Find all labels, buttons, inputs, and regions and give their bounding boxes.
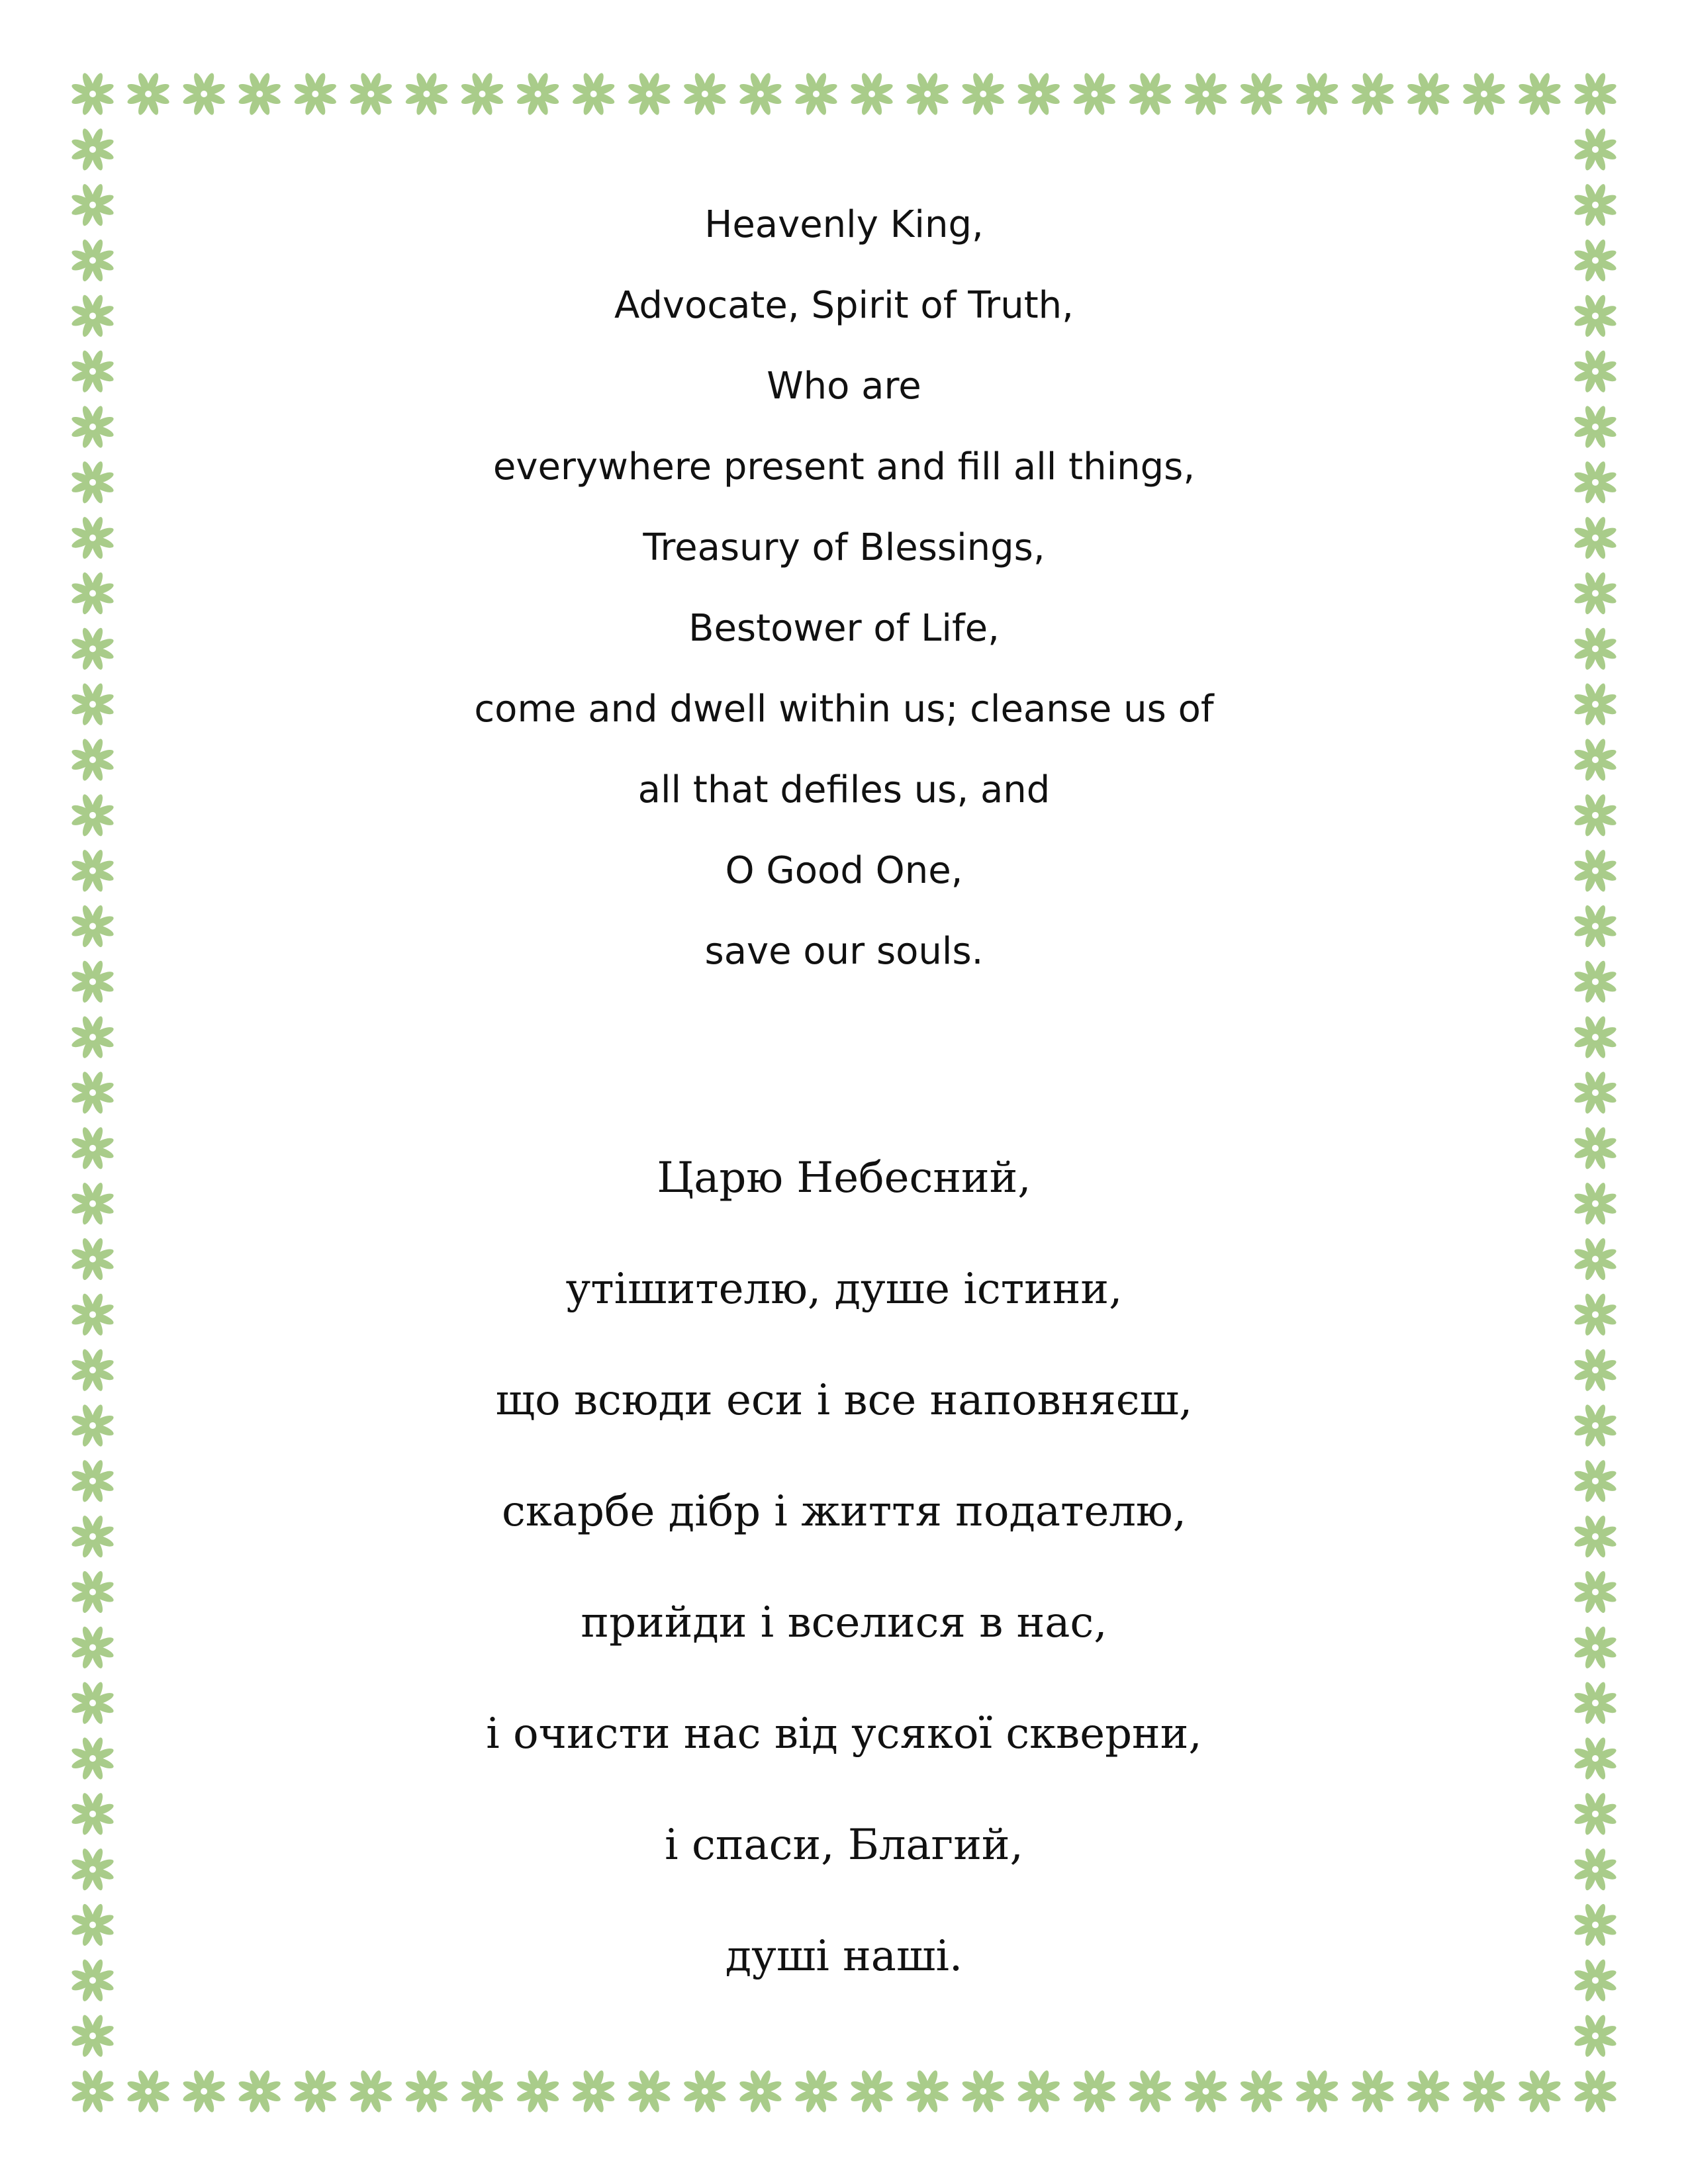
ukrainian-prayer	[0, 1148, 1688, 2038]
flower-icon	[349, 2069, 393, 2113]
flower-icon	[849, 2069, 894, 2113]
flower-icon	[126, 71, 170, 116]
flower-icon	[1406, 2069, 1450, 2113]
flower-icon	[1573, 127, 1617, 171]
flower-icon	[961, 2069, 1005, 2113]
flower-icon	[238, 71, 282, 116]
ukrainian-line: Царю Небесний,	[657, 1154, 1031, 1203]
flower-icon	[70, 2069, 115, 2113]
flower-icon	[460, 2069, 504, 2113]
flower-icon	[682, 2069, 727, 2113]
flower-icon	[794, 2069, 838, 2113]
flower-icon	[293, 71, 338, 116]
english-line: Heavenly King,	[704, 203, 984, 246]
flower-icon	[1239, 2069, 1284, 2113]
flower-icon	[70, 71, 115, 116]
english-line: all that defiles us, and	[637, 768, 1051, 811]
english-line: O Good One,	[725, 849, 963, 892]
flower-icon	[1128, 71, 1172, 116]
flower-icon	[1462, 71, 1506, 116]
flower-icon	[1573, 1070, 1617, 1115]
flower-icon	[961, 71, 1005, 116]
flower-icon	[905, 71, 949, 116]
flower-icon	[126, 2069, 170, 2113]
flower-icon	[571, 2069, 616, 2113]
flower-icon	[571, 71, 616, 116]
ukrainian-line: і очисти нас від усякої скверни,	[486, 1709, 1202, 1758]
flower-icon	[738, 71, 782, 116]
ukrainian-line: прийди і вселися в нас,	[581, 1598, 1107, 1647]
flower-icon	[404, 2069, 449, 2113]
flower-icon	[1573, 71, 1617, 116]
flower-icon	[1128, 2069, 1172, 2113]
ukrainian-line: скарбе дібр і життя подателю,	[501, 1487, 1187, 1536]
flower-icon	[794, 71, 838, 116]
flower-icon	[1184, 2069, 1228, 2113]
english-line: Bestower of Life,	[688, 607, 1000, 650]
flower-icon	[1072, 2069, 1117, 2113]
english-prayer	[0, 199, 1688, 1006]
flower-icon	[738, 2069, 782, 2113]
flower-icon	[905, 2069, 949, 2113]
flower-icon	[181, 2069, 226, 2113]
flower-icon	[1295, 71, 1339, 116]
ukrainian-line: душі наші.	[725, 1932, 963, 1981]
english-line: save our souls.	[704, 930, 984, 973]
flower-icon	[1295, 2069, 1339, 2113]
flower-icon	[1017, 71, 1061, 116]
flower-icon	[627, 2069, 671, 2113]
flower-icon	[849, 71, 894, 116]
flower-icon	[627, 71, 671, 116]
flower-icon	[1072, 71, 1117, 116]
flower-icon	[682, 71, 727, 116]
flower-icon	[70, 1015, 115, 1059]
flower-icon	[1017, 2069, 1061, 2113]
flower-icon	[1573, 1015, 1617, 1059]
english-line: Who are	[767, 365, 921, 408]
flower-icon	[1517, 71, 1562, 116]
flower-icon	[349, 71, 393, 116]
flower-icon	[516, 2069, 560, 2113]
flower-icon	[1406, 71, 1450, 116]
flower-icon	[1573, 2069, 1617, 2113]
flower-icon	[404, 71, 449, 116]
flower-icon	[70, 127, 115, 171]
ukrainian-line: що всюди еси і все наповняєш,	[495, 1376, 1193, 1425]
ukrainian-line: утішителю, душе істини,	[565, 1265, 1123, 1314]
flower-icon	[460, 71, 504, 116]
english-line: Treasury of Blessings,	[643, 526, 1045, 569]
flower-icon	[238, 2069, 282, 2113]
flower-icon	[1350, 71, 1395, 116]
flower-icon	[1517, 2069, 1562, 2113]
flower-icon	[1239, 71, 1284, 116]
flower-icon	[181, 71, 226, 116]
english-line: come and dwell within us; cleanse us of	[474, 688, 1214, 731]
english-line: everywhere present and fill all things,	[492, 445, 1196, 488]
flower-icon	[70, 1070, 115, 1115]
flower-icon	[1462, 2069, 1506, 2113]
flower-icon	[1350, 2069, 1395, 2113]
flower-icon	[293, 2069, 338, 2113]
ukrainian-line: і спаси, Благий,	[665, 1821, 1023, 1870]
flower-icon	[516, 71, 560, 116]
english-line: Advocate, Spirit of Truth,	[614, 284, 1074, 327]
flower-icon	[1184, 71, 1228, 116]
